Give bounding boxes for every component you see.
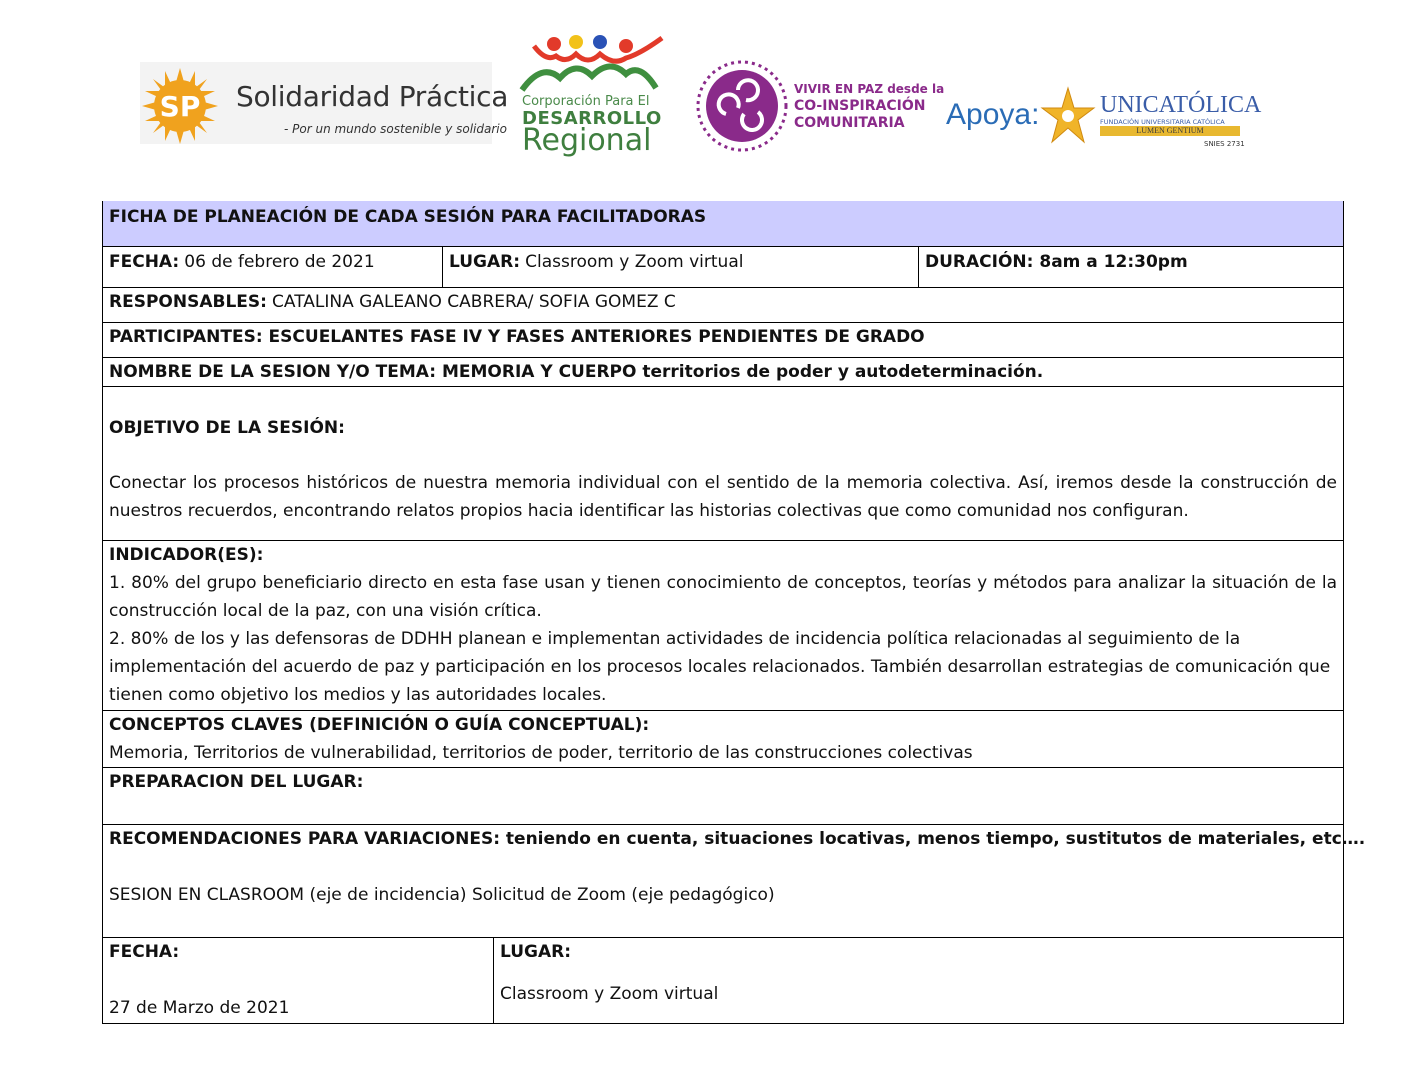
objetivo-text: Conectar los procesos históricos de nuestra memoria individual con el sentido de la memoria colectiva. Así, iremos desde la construcción de nuestros recuerdos, encontrando relatos propios hacia identificar las historias colectivas que como comunidad nos configuran. [109, 473, 1337, 521]
svg-text:SP: SP [159, 90, 201, 123]
unicatolica-motto: LUMEN GENTIUM [1100, 126, 1240, 136]
fecha2-value: 27 de Marzo de 2021 [109, 998, 290, 1018]
unicatolica-name: UNICATÓLICA [1100, 92, 1262, 118]
solidaridad-practica-logo [140, 62, 509, 144]
people-icon [516, 32, 668, 94]
recomendaciones-value: SESION EN CLASROOM (eje de incidencia) Solicitud de Zoom (eje pedagógico) [109, 885, 775, 905]
recomendaciones-row [102, 825, 1366, 938]
fecha2-label: FECHA: [109, 942, 180, 962]
responsables-row [102, 288, 1344, 323]
vivir-line1: VIVIR EN PAZ desde la [794, 82, 945, 96]
desarrollo-regional-logo [516, 32, 668, 156]
indicador-1: 1. 80% del grupo beneficiario directo en esta fase usan y tienen conocimiento de conceptos, teorías y métodos para analizar la situación de la construcción local de la paz, con una visión crítica. [109, 573, 1337, 621]
apoya-label: Apoya: [946, 98, 1040, 131]
indicadores-label: INDICADOR(ES): [109, 545, 264, 565]
solidaridad-tagline: - Por un mundo sostenible y solidario [284, 122, 507, 136]
fecha-cell [103, 247, 443, 287]
participantes-row [102, 323, 1344, 358]
lugar2-value: Classroom y Zoom virtual [500, 984, 719, 1004]
duracion-cell [919, 247, 1343, 287]
regional-line1: Corporación Para El [522, 94, 650, 109]
fecha-label: FECHA: [109, 252, 180, 272]
unicatolica-logo [1040, 86, 1262, 152]
triskelion-icon [694, 58, 790, 154]
duracion-text: DURACIÓN: 8am a 12:30pm [925, 252, 1188, 272]
lugar-value: Classroom y Zoom virtual [525, 252, 744, 272]
preparacion-row [102, 768, 1344, 825]
preparacion-label: PREPARACION DEL LUGAR: [109, 772, 364, 792]
tema-text: NOMBRE DE LA SESION Y/O TEMA: MEMORIA Y CUERPO territorios de poder y autodeterminación. [109, 362, 1044, 382]
next-session-row [102, 938, 1344, 1024]
conceptos-value: Memoria, Territorios de vulnerabilidad, territorios de poder, territorio de las construcciones colectivas [109, 743, 973, 763]
lugar-cell [443, 247, 919, 287]
indicador-2: 2. 80% de los y las defensoras de DDHH planean e implementan actividades de incidencia política relacionadas al seguimiento de la implementación del acuerdo de paz y participación en los procesos locales relacionados. También desarrollan estrategias de comunicación que tienen como objetivo los medios y las autoridades locales. [109, 629, 1331, 705]
form-title: FICHA DE PLANEACIÓN DE CADA SESIÓN PARA FACILITADORAS [109, 207, 707, 227]
conceptos-label: CONCEPTOS CLAVES (DEFINICIÓN O GUÍA CONCEPTUAL): [109, 715, 650, 735]
recomendaciones-label: RECOMENDACIONES PARA VARIACIONES: teniendo en cuenta, situaciones locativas, menos tiempo, sustitutos de materiales, etc…. [109, 829, 1366, 849]
star-icon [1040, 86, 1096, 148]
participantes-text: PARTICIPANTES: ESCUELANTES FASE IV Y FASES ANTERIORES PENDIENTES DE GRADO [109, 327, 925, 347]
fecha-value: 06 de febrero de 2021 [184, 252, 375, 272]
date-place-row [102, 247, 1344, 288]
vivir-line2: CO-INSPIRACIÓN [794, 98, 926, 114]
regional-line2: DESARROLLO [522, 108, 662, 129]
vivir-en-paz-logo [694, 58, 945, 154]
objetivo-label: OBJETIVO DE LA SESIÓN: [109, 418, 345, 438]
objetivo-row [102, 387, 1344, 541]
lugar2-cell [494, 938, 1343, 1023]
lugar-label: LUGAR: [449, 252, 521, 272]
lugar2-label: LUGAR: [500, 942, 572, 962]
indicadores-row [102, 541, 1344, 711]
unicatolica-subtitle: FUNDACIÓN UNIVERSITARIA CATÓLICA [1100, 118, 1225, 126]
fecha2-cell [103, 938, 494, 1023]
vivir-line3: COMUNITARIA [794, 115, 905, 131]
tema-row [102, 358, 1344, 387]
responsables-value: CATALINA GALEANO CABRERA/ SOFIA GOMEZ C [272, 292, 676, 312]
logo-bar [0, 0, 1408, 190]
unicatolica-snies: SNIES 2731 [1204, 140, 1245, 148]
sun-icon [142, 68, 218, 144]
responsables-label: RESPONSABLES: [109, 292, 267, 312]
form-header [102, 201, 1344, 247]
regional-line3: Regional [522, 123, 652, 158]
solidaridad-name: Solidaridad Práctica [236, 80, 509, 113]
conceptos-row [102, 711, 1344, 768]
